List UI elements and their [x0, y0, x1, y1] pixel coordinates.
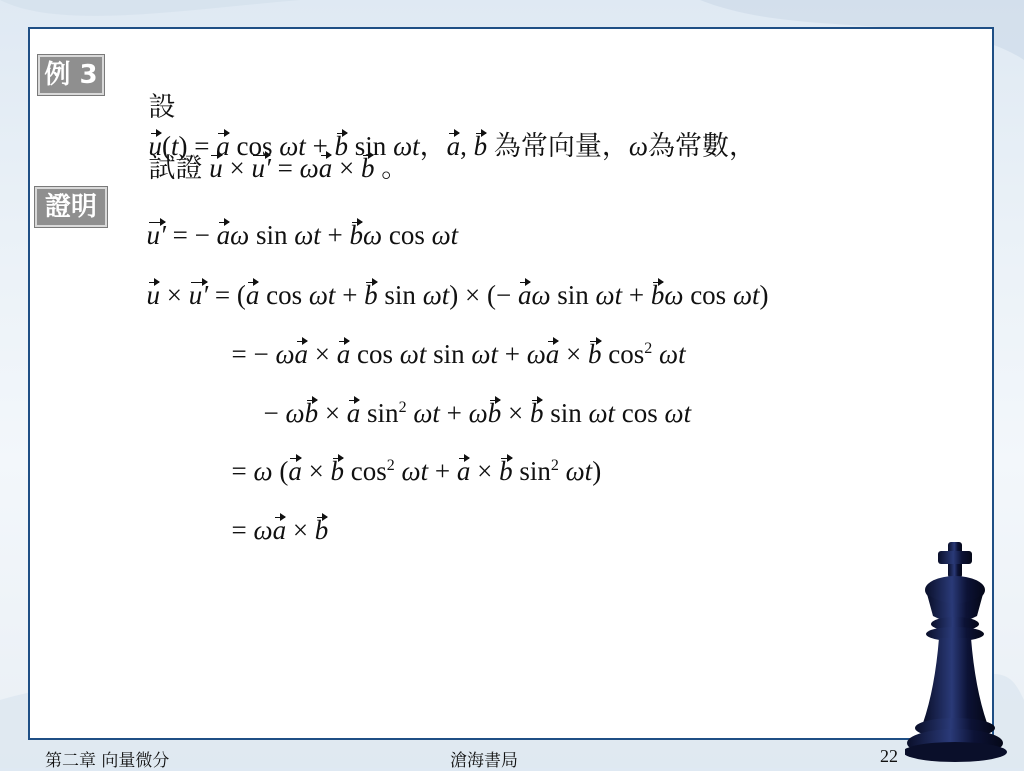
chess-king-icon — [905, 538, 1015, 766]
proof-line-3: = − ωa × a cos ωt sin ωt + ωa × b $\cos^2 \omega t$ — [231, 339, 686, 369]
example-label: 例 3 — [38, 55, 104, 95]
proof-line-4: − ωb × a $\sin^2 \omega t + \omega b \times b$ sin ωt cos ωt — [263, 398, 692, 428]
statement-prefix: 設 — [148, 92, 176, 123]
footer-publisher: 滄海書局 — [450, 751, 518, 771]
prove-prefix: 試證 — [148, 153, 203, 184]
proof-line-2: u × u′ = (a cos ωt + b sin ωt) × (− aω sin ωt + bω cos ωt) — [146, 280, 769, 310]
proof-line-5: = ω (a × b $\cos^2 \omega t + a \times b$ $\sin^2 \omega t$) — [231, 456, 602, 486]
proof-line-6: = ωa × b — [231, 515, 329, 545]
proof-line-1: u′ = − aω sin ωt + bω cos ωt — [146, 220, 459, 250]
example-statement-line1: 設 u(t) = a cos ωt + b sin ωt，a, b 為常向量，ω為常數， — [148, 92, 756, 162]
footer-page-number: 22 — [880, 746, 898, 766]
footer-chapter: 第二章 向量微分 — [45, 751, 170, 771]
example-statement-line2: 試證 u × u′ = ωa × b 。 — [148, 153, 409, 184]
statement-mid2: 為常數， — [647, 131, 756, 162]
proof-label: 證明 — [35, 187, 107, 227]
prove-suffix: 。 — [381, 153, 409, 184]
statement-mid: 為常向量， — [493, 131, 629, 162]
